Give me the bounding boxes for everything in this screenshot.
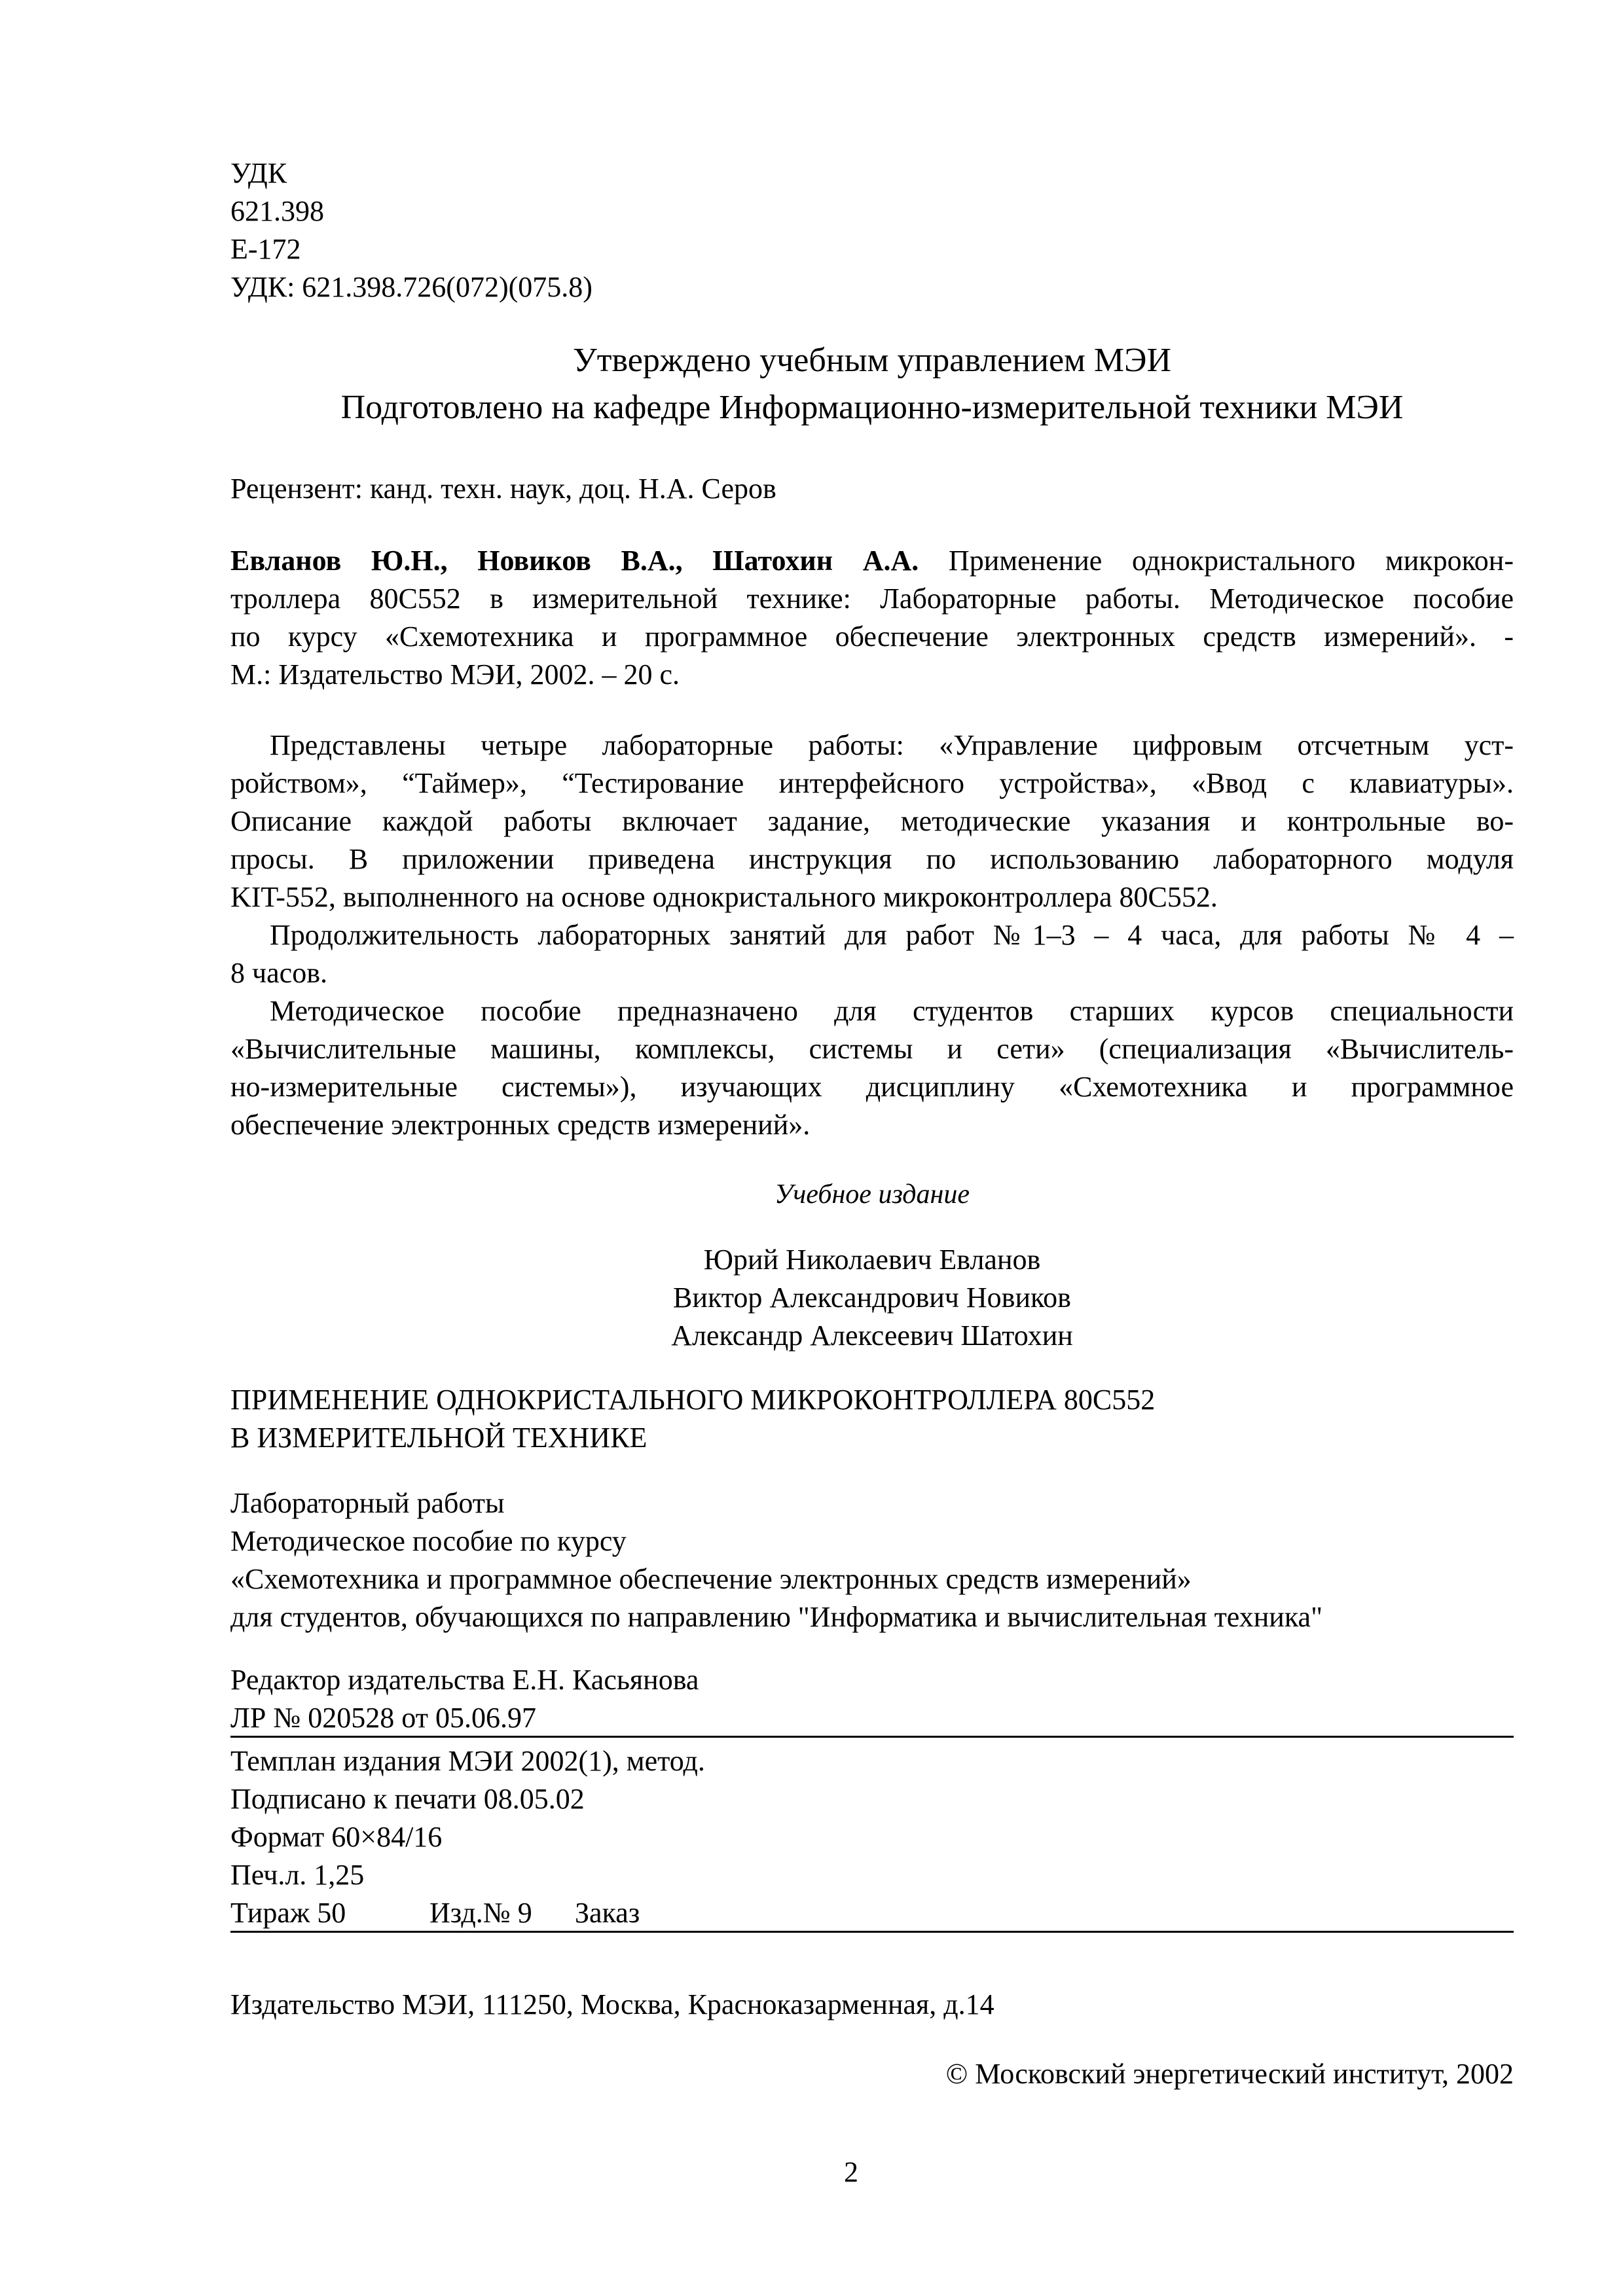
imprint-order: Заказ bbox=[575, 1897, 640, 1929]
book-title: В ИЗМЕРИТЕЛЬНОЙ ТЕХНИКЕ bbox=[230, 1422, 647, 1454]
author-full-name: Юрий Николаевич Евланов bbox=[703, 1244, 1041, 1276]
abstract-line: просы. В приложении приведена инструкция по использованию лабораторного модуля bbox=[230, 843, 1514, 875]
abstract-line: обеспечение электронных средств измерений». bbox=[230, 1109, 811, 1141]
bibliographic-citation bbox=[230, 542, 1514, 694]
abstract-paragraph-1 bbox=[230, 726, 1514, 916]
abstract-paragraph-3 bbox=[230, 992, 1514, 1144]
description-line: «Схемотехника и программное обеспечение электронных средств измерений» bbox=[230, 1563, 1192, 1595]
imprint-divider bbox=[230, 1736, 1514, 1738]
author-full-name: Виктор Александрович Новиков bbox=[673, 1282, 1071, 1314]
imprint-templan: Темплан издания МЭИ 2002(1), метод. bbox=[230, 1745, 705, 1777]
citation-authors: Евланов Ю.Н., Новиков В.А., Шатохин А.А. bbox=[230, 545, 919, 577]
abstract-line: Описание каждой работы включает задание, методические указания и контрольные во- bbox=[230, 805, 1514, 837]
udk-full-code: УДК: 621.398.726(072)(075.8) bbox=[230, 271, 593, 303]
imprint-print-run: Тираж 50 bbox=[230, 1897, 346, 1929]
imprint-license: ЛР № 020528 от 05.06.97 bbox=[230, 1702, 536, 1734]
edition-type: Учебное издание bbox=[774, 1179, 970, 1210]
imprint-divider bbox=[230, 1931, 1514, 1933]
abstract-line: Методическое пособие предназначено для студентов старших курсов специальности bbox=[270, 995, 1514, 1027]
imprint-format: Формат 60×84/16 bbox=[230, 1821, 443, 1853]
approval-line: Утверждено учебным управлением МЭИ bbox=[572, 342, 1172, 379]
publisher-address: Издательство МЭИ, 111250, Москва, Красноказарменная, д.14 bbox=[230, 1988, 994, 2020]
abstract-line: ройством», “Таймер», “Тестирование интерфейсного устройства», «Ввод с клавиатуры». bbox=[230, 767, 1514, 799]
citation-line: по курсу «Схемотехника и программное обеспечение электронных средств измерений». - bbox=[230, 620, 1514, 653]
reviewer: Рецензент: канд. техн. наук, доц. Н.А. Серов bbox=[230, 473, 776, 505]
imprint-signed: Подписано к печати 08.05.02 bbox=[230, 1783, 585, 1815]
page-number: 2 bbox=[844, 2156, 858, 2188]
abstract-line: KIT-552, выполненного на основе однокристального микроконтроллера 80С552. bbox=[230, 881, 1218, 913]
copyright: © Московский энергетический институт, 2002 bbox=[945, 2058, 1514, 2090]
citation-title-start: Применение однокристального микрокон- bbox=[919, 545, 1514, 577]
udk-code: 621.398 bbox=[230, 195, 324, 227]
imprint-edition-number: Изд.№ 9 bbox=[429, 1897, 532, 1929]
abstract-line: «Вычислительные машины, комплексы, системы и сети» (специализация «Вычислитель- bbox=[230, 1033, 1514, 1065]
description-line: Методическое пособие по курсу bbox=[230, 1525, 627, 1557]
book-title: ПРИМЕНЕНИЕ ОДНОКРИСТАЛЬНОГО МИКРОКОНТРОЛЛЕРА 80С552 bbox=[230, 1384, 1156, 1416]
abstract-line: Продолжительность лабораторных занятий для работ №1–3 – 4 часа, для работы № 4 – bbox=[270, 919, 1514, 951]
imprint-sheets: Печ.л. 1,25 bbox=[230, 1859, 365, 1891]
abstract-line: 8 часов. bbox=[230, 957, 327, 989]
abstract-line: но-измерительные системы»), изучающих дисциплину «Схемотехника и программное bbox=[230, 1071, 1514, 1103]
abstract-line: Представлены четыре лабораторные работы: «Управление цифровым отсчетным уст- bbox=[270, 729, 1514, 761]
abstract-paragraph-2 bbox=[230, 916, 1514, 992]
citation-line: М.: Издательство МЭИ, 2002. – 20 с. bbox=[230, 658, 680, 691]
bbk-code: Е-172 bbox=[230, 233, 301, 265]
imprint-editor: Редактор издательства Е.Н. Касьянова bbox=[230, 1664, 699, 1696]
department-line: Подготовлено на кафедре Информационно-измерительной техники МЭИ bbox=[340, 389, 1404, 426]
citation-line: троллера 80С552 в измерительной технике: Лабораторные работы. Методическое пособие bbox=[230, 583, 1514, 615]
description-line: Лабораторный работы bbox=[230, 1487, 505, 1519]
udk-label: УДК bbox=[230, 157, 287, 189]
author-full-name: Александр Алексеевич Шатохин bbox=[671, 1319, 1073, 1352]
description-line: для студентов, обучающихся по направлению "Информатика и вычислительная техника" bbox=[230, 1601, 1323, 1633]
